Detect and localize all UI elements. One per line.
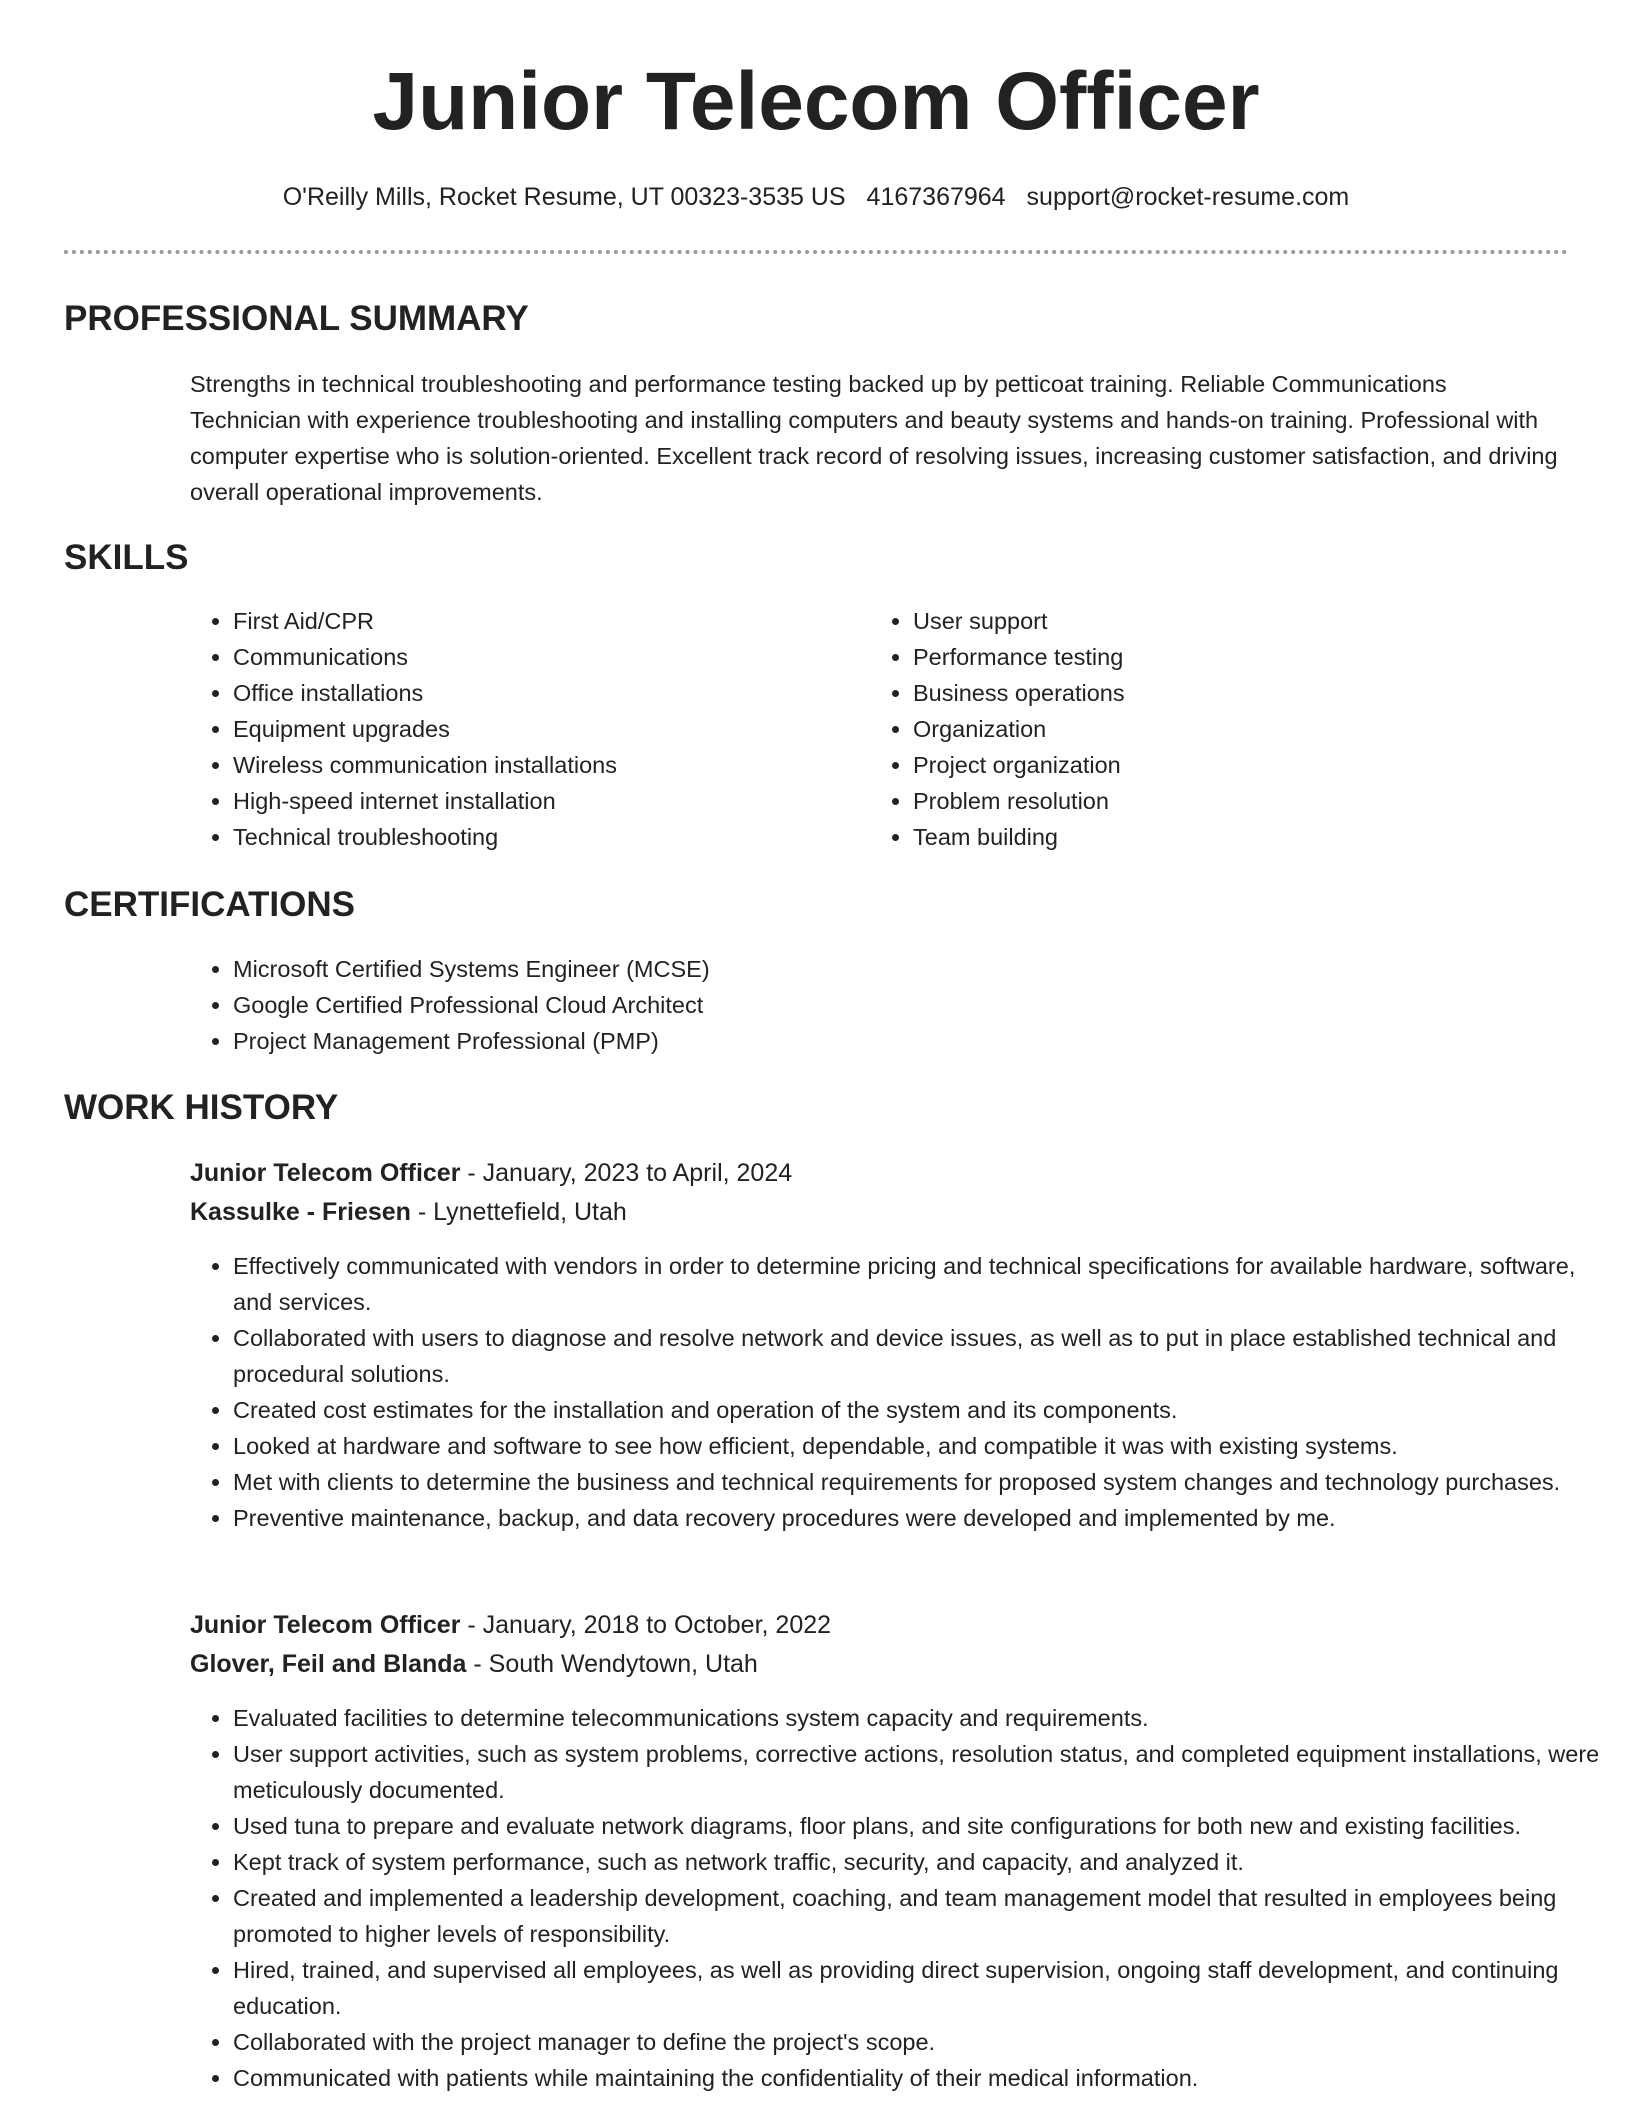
job-title-line [190, 1155, 792, 1191]
skill-item: • Business operations [913, 675, 1533, 711]
skill-item: • Project organization [913, 747, 1533, 783]
job-bullets [190, 1248, 1613, 1536]
skill-item: • Wireless communication installations [233, 747, 853, 783]
job-company: Glover, Feil and Blanda [190, 1650, 467, 1678]
skill-item: • Performance testing [913, 639, 1533, 675]
job-bullet: • Created and implemented a leadership development, coaching, and team management model that resulted in employees being promoted to higher levels of responsibility. [233, 1880, 1613, 1952]
job-role: Junior Telecom Officer [190, 1611, 461, 1639]
job-company-line [190, 1646, 758, 1682]
certifications-heading: CERTIFICATIONS [64, 885, 356, 924]
job-bullet: • Met with clients to determine the business and technical requirements for proposed system changes and technology purchases. [233, 1464, 1613, 1500]
skill-item: • High-speed internet installation [233, 783, 853, 819]
job-title-line [190, 1607, 831, 1643]
job-bullet: • Evaluated facilities to determine telecommunications system capacity and requirements. [233, 1700, 1613, 1736]
skill-item: • Problem resolution [913, 783, 1533, 819]
contact-email: support@rocket-resume.com [1026, 183, 1350, 211]
certification-item: • Google Certified Professional Cloud Architect [233, 987, 1603, 1023]
job-bullet: • Kept track of system performance, such as network traffic, security, and capacity, and analyzed it. [233, 1844, 1613, 1880]
job-company: Kassulke - Friesen [190, 1198, 411, 1226]
job-bullet: • Looked at hardware and software to see how efficient, dependable, and compatible it was with existing systems. [233, 1428, 1613, 1464]
job-bullet: • Created cost estimates for the installation and operation of the system and its components. [233, 1392, 1613, 1428]
job-dates: - January, 2023 to April, 2024 [460, 1159, 793, 1187]
skills-list-right [870, 603, 1533, 855]
job-bullet: • Preventive maintenance, backup, and data recovery procedures were developed and implemented by me. [233, 1500, 1613, 1536]
summary-heading: PROFESSIONAL SUMMARY [64, 299, 529, 338]
contact-line [0, 180, 1632, 214]
job-company-line [190, 1194, 627, 1230]
certification-item: • Project Management Professional (PMP) [233, 1023, 1603, 1059]
resume-name: Junior Telecom Officer [372, 56, 1260, 147]
skill-item: • First Aid/CPR [233, 603, 853, 639]
summary-text: Strengths in technical troubleshooting and performance testing backed up by petticoat training. Reliable Communications Technician with experience troubleshooting and installing computers and beauty systems and hands-on training. Professional with computer expertise who is solution-oriented. Excellent track record of resolving issues, increasing customer satisfaction, and driving overall operational improvements. [190, 371, 1558, 505]
skill-item: • Equipment upgrades [233, 711, 853, 747]
skill-item: • Team building [913, 819, 1533, 855]
certification-item: • Microsoft Certified Systems Engineer (MCSE) [233, 951, 1603, 987]
job-bullet: • Collaborated with users to diagnose and resolve network and device issues, as well as to put in place established technical and procedural solutions. [233, 1320, 1613, 1392]
skill-item: • Office installations [233, 675, 853, 711]
job-dates: - January, 2018 to October, 2022 [460, 1611, 832, 1639]
skill-item: • Communications [233, 639, 853, 675]
skills-heading: SKILLS [64, 538, 189, 577]
job-location: - South Wendytown, Utah [466, 1650, 758, 1678]
job-bullet: • Effectively communicated with vendors in order to determine pricing and technical specifications for available hardware, software, and services. [233, 1248, 1613, 1320]
job-bullet: • Communicated with patients while maintaining the confidentiality of their medical information. [233, 2060, 1613, 2096]
header-divider [64, 250, 1568, 254]
job-role: Junior Telecom Officer [190, 1159, 461, 1187]
job-bullet: • Used tuna to prepare and evaluate network diagrams, floor plans, and site configurations for both new and existing facilities. [233, 1808, 1613, 1844]
skill-item: • User support [913, 603, 1533, 639]
contact-address: O'Reilly Mills, Rocket Resume, UT 00323-3535 US [282, 183, 846, 211]
work-history-heading: WORK HISTORY [64, 1088, 339, 1127]
contact-phone: 4167367964 [866, 183, 1006, 211]
skills-list-left [190, 603, 853, 855]
job-bullets [190, 1700, 1613, 2096]
job-bullet: • User support activities, such as system problems, corrective actions, resolution status, and completed equipment installations, were meticulously documented. [233, 1736, 1613, 1808]
certifications-list [190, 951, 1603, 1059]
job-bullet: • Hired, trained, and supervised all employees, as well as providing direct supervision, ongoing staff development, and continuing education. [233, 1952, 1613, 2024]
skill-item: • Organization [913, 711, 1533, 747]
skill-item: • Technical troubleshooting [233, 819, 853, 855]
job-bullet: • Collaborated with the project manager to define the project's scope. [233, 2024, 1613, 2060]
job-location: - Lynettefield, Utah [410, 1198, 627, 1226]
